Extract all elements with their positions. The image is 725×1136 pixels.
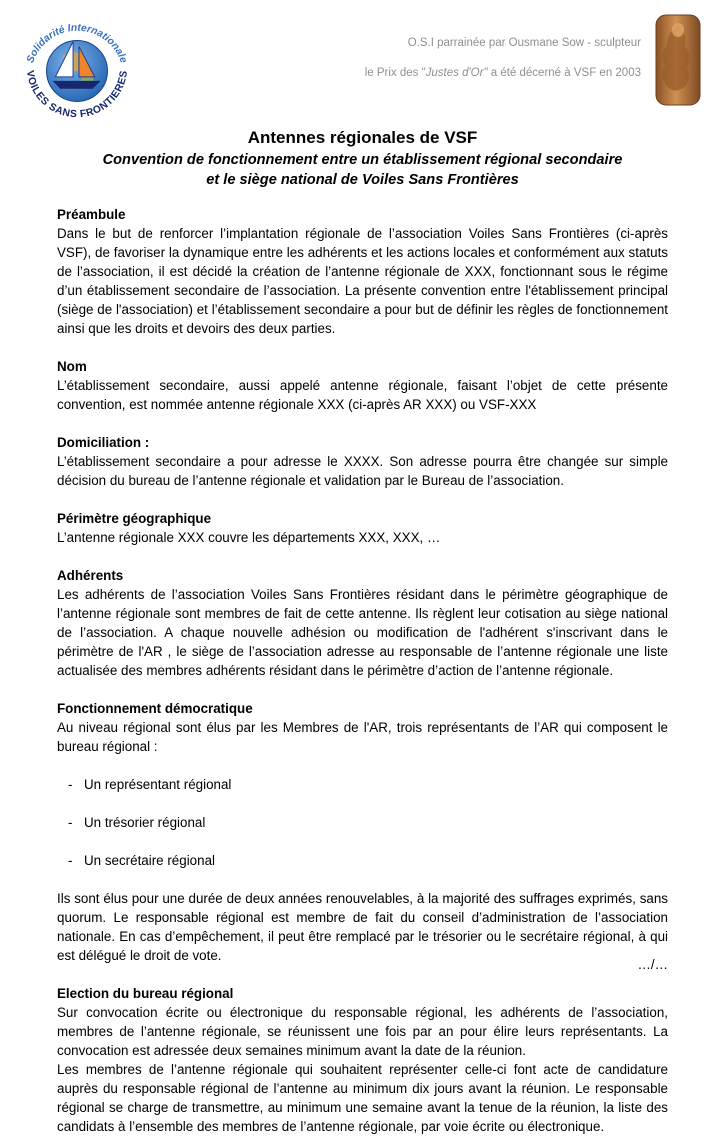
page-continuation-mark: …/… bbox=[637, 957, 668, 972]
document-header bbox=[23, 12, 668, 126]
section-heading: Fonctionnement démocratique bbox=[57, 701, 253, 716]
page-subtitle bbox=[57, 150, 668, 190]
section-fonctionnement-democratique bbox=[57, 699, 668, 965]
section-election-bureau-regional bbox=[57, 984, 668, 1136]
section-heading: Election du bureau régional bbox=[57, 986, 234, 1001]
list-item-label: Un secrétaire régional bbox=[84, 853, 215, 868]
paragraph: Ils sont élus pour une durée de deux années renouvelables, à la majorité des suffrages exprimés, sans quorum. Le responsable régional est membre de fait du conseil d’administration de l’association nationale. En cas d’empêchement, il peut être remplacé par le trésorier ou le secrétaire régional, à qui est délégué le droit de vote. bbox=[57, 891, 668, 963]
list-item bbox=[57, 775, 668, 794]
patronage-prize-name: Justes d'Or" bbox=[425, 67, 488, 79]
subtitle-line-1: Convention de fonctionnement entre un établissement régional secondaire bbox=[102, 152, 623, 168]
list-dash: - bbox=[68, 777, 73, 792]
patronage-prefix: le Prix des " bbox=[364, 67, 426, 79]
section-preambule bbox=[57, 205, 668, 338]
list-dash: - bbox=[68, 815, 73, 830]
section-heading: Préambule bbox=[57, 207, 126, 222]
paragraph: Sur convocation écrite ou électronique du responsable régional, les adhérents de l’association, membres de l’antenne régionale, se réunissent une fois par an pour élire leurs représentants. La convocation est adressée deux semaines minimum avant la date de la réunion. bbox=[57, 1005, 668, 1058]
page-title: Antennes régionales de VSF bbox=[247, 128, 478, 147]
list-item bbox=[57, 813, 668, 832]
section-heading: Périmètre géographique bbox=[57, 511, 212, 526]
patronage-line-1: O.S.I parrainée par Ousmane Sow - sculpteur bbox=[407, 37, 641, 49]
patronage-suffix: a été décerné à VSF en 2003 bbox=[487, 67, 641, 79]
paragraph: Dans le but de renforcer l’implantation régionale de l’association Voiles Sans Frontières (ci-après VSF), de favoriser la dynamique entre les adhérents et les actions locales et conformément aux statuts de l’association, il est décidé la création de l’antenne régionale de XXX, fonctionnant sous le régime d’un établissement secondaire de l’association. La présente convention entre l'établissement principal (siège de l'association) et l’établissement secondaire a pour but de définir les règles de fonctionnement ainsi que les droits et devoirs des deux parties. bbox=[57, 226, 668, 336]
vsf-globe-sailboat-icon bbox=[18, 12, 136, 130]
patronage-block bbox=[136, 12, 653, 80]
section-heading: Adhérents bbox=[57, 568, 124, 583]
section-heading: Domiciliation : bbox=[57, 435, 150, 450]
list-item-label: Un représentant régional bbox=[84, 777, 232, 792]
paragraph: Les membres de l’antenne régionale qui souhaitent représenter celle-ci font acte de candidature auprès du responsable régional de l’antenne au minimum dix jours avant la réunion. Le responsable régional se charge de transmettre, au minimum une semaine avant la tenue de la réunion, la liste des candidats à l’ensemble des membres de l’antenne régionale, par voie écrite ou électronique. bbox=[57, 1062, 668, 1134]
list-dash: - bbox=[68, 853, 73, 868]
paragraph: L’antenne régionale XXX couvre les départements XXX, XXX, … bbox=[57, 530, 441, 545]
trophy-icon bbox=[653, 14, 703, 106]
paragraph: L’établissement secondaire, aussi appelé antenne régionale, faisant l’objet de cette présente convention, est nommée antenne régionale XXX (ci-après AR XXX) ou VSF-XXX bbox=[57, 378, 668, 412]
paragraph: Les adhérents de l’association Voiles Sans Frontières résidant dans le périmètre géographique de l’antenne régionale sont membres de fait de cette antenne. Ils règlent leur cotisation au siège national de l’association. A chaque nouvelle adhésion ou modification de l'adhérent s'inscrivant dans le périmètre de l'AR , le siège de l’association adresse au responsable de l’antenne régionale une liste actualisée des membres adhérents résidant dans le périmètre d’action de l’antenne régionale. bbox=[57, 587, 668, 678]
section-perimetre-geographique bbox=[57, 509, 668, 547]
list-item bbox=[57, 851, 668, 870]
paragraph: Au niveau régional sont élus par les Membres de l'AR, trois représentants de l’AR qui composent le bureau régional : bbox=[57, 720, 668, 754]
patronage-line-2 bbox=[136, 66, 641, 80]
section-nom bbox=[57, 357, 668, 414]
section-heading: Nom bbox=[57, 359, 87, 374]
section-domiciliation bbox=[57, 433, 668, 490]
vsf-logo bbox=[18, 12, 136, 130]
section-adherents bbox=[57, 566, 668, 680]
paragraph: L’établissement secondaire a pour adresse le XXXX. Son adresse pourra être changée sur simple décision du bureau de l’antenne régionale et validation par le Bureau de l’association. bbox=[57, 454, 668, 488]
justes-dor-trophy-image bbox=[653, 14, 703, 106]
list-item-label: Un trésorier régional bbox=[84, 815, 206, 830]
subtitle-line-2: et le siège national de Voiles Sans Frontières bbox=[206, 172, 519, 188]
bureau-roles-list bbox=[57, 775, 668, 870]
logo-arc-bottom-text: VOILES SANS FRONTIERES bbox=[23, 69, 131, 121]
logo-arc-top-text: Solidarité Internationale bbox=[25, 22, 129, 65]
